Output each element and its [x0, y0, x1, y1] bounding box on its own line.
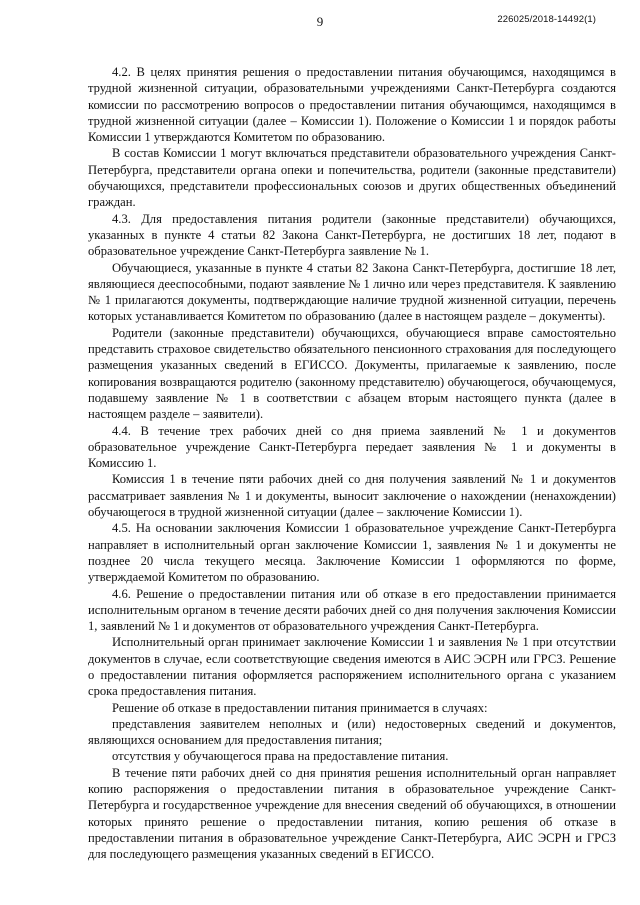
paragraph-4-3: 4.3. Для предоставления питания родители (законные представители) обучающихся, указанных в пункте 4 статьи 82 Закона Санкт-Петербурга, не достигших 18 лет, подают в образовательное учреждение Санкт-Петербурга заявление № 1. [88, 211, 616, 259]
paragraph-commission-composition: В состав Комиссии 1 могут включаться представители образовательного учреждения Санкт-Петербурга, представители органа опеки и попечительства, родители (законные представители) обучающихся, представители профессиональных союзов и других общественных объединений граждан. [88, 146, 616, 210]
paragraph-4-5: 4.5. На основании заключения Комиссии 1 образовательное учреждение Санкт-Петербурга направляет в исполнительный орган заключение Комиссии 1, заявления № 1 и документы не позднее 20 числа текущего месяца. Заключение Комиссии 1 оформляются по форме, утверждаемой Комитетом по образованию. [88, 521, 616, 585]
document-body [88, 64, 616, 863]
document-id: 226025/2018-14492(1) [497, 14, 596, 25]
paragraph-refusal-cases: Решение об отказе в предоставлении питания принимается в случаях: [112, 700, 488, 715]
paragraph-parents-documents: Родители (законные представители) обучающихся, обучающиеся вправе самостоятельно представить страховое свидетельство обязательного пенсионного страхования для последующего размещения указанных сведений в ЕГИССО. Документы, прилагаемые к заявлению, после копирования возвращаются родителю (законному представителю) обучающегося, обучающемуся, подавшему заявление № 1 в соответствии с абзацем вторым настоящего пункта (далее в настоящем разделе – заявители). [88, 325, 616, 422]
page-number: 9 [316, 14, 324, 29]
paragraph-4-4: 4.4. В течение трех рабочих дней со дня приема заявлений № 1 и документов образовательное учреждение Санкт-Петербурга передает заявления № 1 и документы в Комиссию 1. [88, 423, 616, 471]
paragraph-executive-body: Исполнительный орган принимает заключение Комиссии 1 и заявления № 1 при отсутствии документов в случае, если соответствующие сведения имеются в АИС ЭСРН или ГРСЗ. Решение о предоставлении питания оформляется распоряжением исполнительного органа с указанием срока предоставления питания. [88, 635, 616, 699]
paragraph-commission-review: Комиссия 1 в течение пяти рабочих дней со дня получения заявлений № 1 и документов рассматривает заявления № 1 и документы, выносит заключение о нахождении (ненахождении) обучающегося в трудной жизненной ситуации (далее – заключение Комиссии 1). [88, 472, 616, 520]
paragraph-refusal-case-2: отсутствия у обучающегося права на предоставление питания. [112, 749, 449, 764]
paragraph-notification: В течение пяти рабочих дней со дня принятия решения исполнительный орган направляет копию распоряжения о предоставлении питания в образовательное учреждение Санкт-Петербурга и государственное учреждение для внесения сведений об обучающихся, в отношении которых принято решение о предоставлении питания, копию решения об отказе в предоставлении питания в образовательное учреждение Санкт-Петербурга, АИС ЭСРН и ГРСЗ для последующего размещения указанных сведений в ЕГИССО. [88, 765, 616, 862]
paragraph-4-2: 4.2. В целях принятия решения о предоставлении питания обучающимся, находящимся в трудной жизненной ситуации, образовательными учреждениями Санкт-Петербурга создаются комиссии по рассмотрению вопросов о предоставлении питания обучающимся, находящимся в трудной жизненной ситуации (далее – Комиссии 1). Положение о Комиссии 1 и порядок работы Комиссии 1 утверждаются Комитетом по образованию. [88, 65, 616, 145]
paragraph-4-6: 4.6. Решение о предоставлении питания или об отказе в его предоставлении принимается исполнительным органом в течение десяти рабочих дней со дня получения заключения Комиссии 1, заявлений № 1 и документов от образовательного учреждения Санкт-Петербурга. [88, 586, 616, 634]
paragraph-adult-students: Обучающиеся, указанные в пункте 4 статьи 82 Закона Санкт-Петербурга, достигшие 18 лет, являющиеся дееспособными, подают заявление № 1 лично или через представителя. К заявлению № 1 прилагаются документы, подтверждающие наличие трудной жизненной ситуации, перечень которых устанавливается Комитетом по образованию (далее в настоящем разделе – документы). [88, 260, 616, 324]
paragraph-refusal-case-1: представления заявителем неполных и (или) недостоверных сведений и документов, являющихся основанием для предоставления питания; [88, 716, 616, 748]
